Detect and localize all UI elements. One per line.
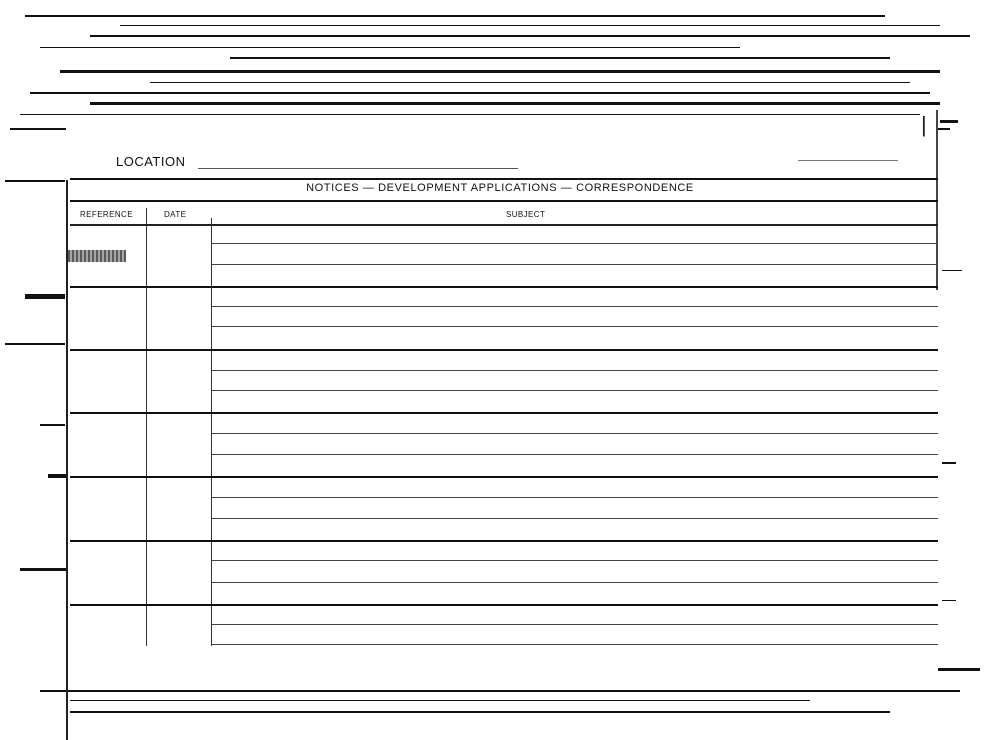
row-line xyxy=(212,624,938,625)
group-rule xyxy=(70,349,938,351)
location-underline-right xyxy=(798,160,898,161)
location-underline xyxy=(198,168,518,169)
row-line xyxy=(212,518,938,519)
location-label: LOCATION xyxy=(116,154,186,169)
section-rule xyxy=(70,200,938,202)
row-line xyxy=(212,644,938,645)
card-left-edge xyxy=(66,180,68,740)
row-line xyxy=(212,326,938,327)
redacted-reference-stamp xyxy=(68,250,126,262)
row-line xyxy=(212,390,938,391)
row-line xyxy=(212,497,938,498)
group-rule xyxy=(70,604,938,606)
group-rule xyxy=(70,412,938,414)
header-bottom-rule xyxy=(70,224,938,226)
row-line xyxy=(212,433,938,434)
row-line xyxy=(212,370,938,371)
group-rule xyxy=(70,476,938,478)
section-title: NOTICES — DEVELOPMENT APPLICATIONS — CORRESPONDENCE xyxy=(306,182,694,194)
index-card xyxy=(66,112,938,680)
row-line xyxy=(212,306,938,307)
row-line xyxy=(212,454,938,455)
pencil-tick-mark: | xyxy=(921,112,927,137)
row-line xyxy=(212,560,938,561)
group-rule xyxy=(70,286,938,288)
group-rule xyxy=(70,540,938,542)
column-divider-reference-date xyxy=(146,208,147,646)
column-header-reference: REFERENCE xyxy=(80,210,133,219)
column-header-subject: SUBJECT xyxy=(506,210,546,219)
row-line xyxy=(212,264,938,265)
header-rule xyxy=(70,178,938,180)
row-line xyxy=(212,582,938,583)
row-line xyxy=(212,243,938,244)
column-header-date: DATE xyxy=(164,210,187,219)
